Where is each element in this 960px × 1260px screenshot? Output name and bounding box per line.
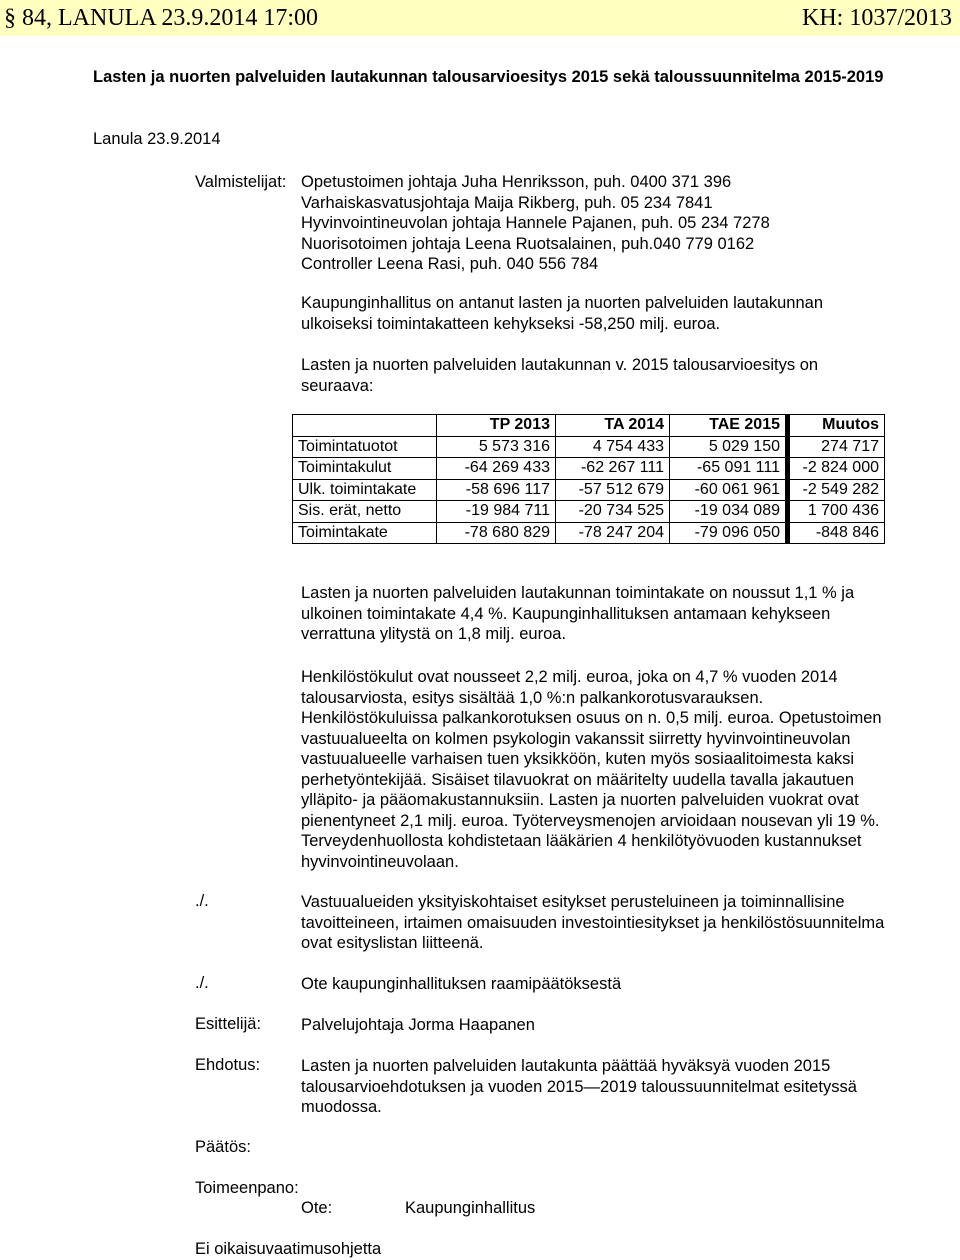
document-header xyxy=(0,0,960,36)
extract-label: Ote: xyxy=(301,1199,333,1217)
table-header-cell: TAE 2015 xyxy=(670,415,788,437)
table-header-row xyxy=(293,415,885,437)
table-cell: -2 824 000 xyxy=(788,458,885,480)
table-cell: 274 717 xyxy=(788,436,885,458)
attachment-text: Vastuualueiden yksityiskohtaiset esitykset perusteluineen ja toiminnallisine tavoitteineen, irtaimen omaisuuden investointiesitykset ja henkilöstösuunnitelma ovat esityslistan liitteenä. xyxy=(301,893,885,952)
budget-table xyxy=(292,414,885,544)
proposal-label: Ehdotus: xyxy=(195,1056,261,1074)
no-appeal-note: Ei oikaisuvaatimusohjetta xyxy=(195,1240,382,1258)
table-cell: -848 846 xyxy=(788,522,885,544)
preparer-line: Varhaiskasvatusjohtaja Maija Rikberg, puh. 05 234 7841 xyxy=(301,193,713,212)
preparers-list xyxy=(301,172,770,275)
table-row xyxy=(293,501,885,523)
table-cell: -78 680 829 xyxy=(437,522,556,544)
preparer-line: Opetustoimen johtaja Juha Henriksson, puh. 0400 371 396 xyxy=(301,173,732,191)
preparers-label: Valmistelijat: xyxy=(195,173,287,191)
table-cell: -79 096 050 xyxy=(670,522,788,544)
table-header-cell: Muutos xyxy=(788,415,885,437)
committee-budget-intro: Lasten ja nuorten palveluiden lautakunnan v. 2015 talousarvioesitys on seuraava: xyxy=(301,356,819,395)
table-cell: -19 984 711 xyxy=(437,501,556,523)
table-cell: -62 267 111 xyxy=(556,458,670,480)
proposal-value: Lasten ja nuorten palveluiden lautakunta päättää hyväksyä vuoden 2015 talousarvioehdotuksen ja vuoden 2015—2019 taloussuunnitelmat esitetyssä muodossa. xyxy=(301,1057,857,1116)
table-cell: 4 754 433 xyxy=(556,436,670,458)
preparer-line: Hyvinvointineuvolan johtaja Hannele Pajanen, puh. 05 234 7278 xyxy=(301,214,770,232)
table-row xyxy=(293,522,885,544)
row-label: Toimintakate xyxy=(293,522,437,544)
extract-value: Kaupunginhallitus xyxy=(405,1199,536,1217)
table-cell: 5 029 150 xyxy=(670,436,788,458)
implementation-label: Toimeenpano: xyxy=(195,1179,299,1197)
table-cell: 5 573 316 xyxy=(437,436,556,458)
table-cell: -60 061 961 xyxy=(670,479,788,501)
table-row xyxy=(293,436,885,458)
table-row xyxy=(293,479,885,501)
attachment-mark: ./. xyxy=(195,892,209,910)
meeting-date: Lanula 23.9.2014 xyxy=(93,130,221,148)
row-label: Toimintatuotot xyxy=(293,436,437,458)
table-cell: -78 247 204 xyxy=(556,522,670,544)
table-row xyxy=(293,458,885,480)
decision-label: Päätös: xyxy=(195,1138,251,1156)
table-cell: -57 512 679 xyxy=(556,479,670,501)
attachment-text: Ote kaupunginhallituksen raamipäätöksestä xyxy=(301,975,622,993)
table-cell: -20 734 525 xyxy=(556,501,670,523)
personnel-costs-paragraph: Henkilöstökulut ovat nousseet 2,2 milj. euroa, joka on 4,7 % vuoden 2014 talousarviosta, esitys sisältää 1,0 %:n palkankorotusvarauksen. Henkilöstökuluissa palkankorotuksen osuus on n. 0,5 milj. euroa. Opetustoimen vastuualueelta on kolmen psykologin vakanssit siirretty hyvinvointineuvolan vastuualueelle varhaisen tuen yksikköön, kuten myös sosiaalitoimesta kaksi perhetyöntekijää. Sisäiset tilavuokrat on määritelty uudella tavalla jakautuen ylläpito- ja pääomakustannuksiin. Lasten ja nuorten palveluiden vuokrat ovat pienentyneet 2,1 milj. euroa. Työterveysmenojen arvioidaan nousevan yli 19 %. Terveydenhuollosta kohdistetaan lääkärien 4 henkilötyövuoden kustannukset hyvinvointineuvolaan. xyxy=(301,668,882,871)
table-header-cell: TA 2014 xyxy=(556,415,670,437)
row-label: Sis. erät, netto xyxy=(293,501,437,523)
row-label: Toimintakulut xyxy=(293,458,437,480)
preparer-line: Nuorisotoimen johtaja Leena Ruotsalainen, puh.040 779 0162 xyxy=(301,234,755,253)
table-cell: -19 034 089 xyxy=(670,501,788,523)
table-cell: -64 269 433 xyxy=(437,458,556,480)
budget-change-paragraph: Lasten ja nuorten palveluiden lautakunnan toimintakate on noussut 1,1 % ja ulkoinen toimintakate 4,4 %. Kaupunginhallituksen antamaan kehykseen verrattuna ylitystä on 1,8 milj. euroa. xyxy=(301,584,855,643)
document-title: Lasten ja nuorten palveluiden lautakunnan talousarvioesitys 2015 sekä taloussuunnitelma 2015-2019 xyxy=(93,68,884,86)
table-cell: -58 696 117 xyxy=(437,479,556,501)
section-reference: § 84, LANULA 23.9.2014 17:00 xyxy=(4,5,318,31)
table-header-cell: TP 2013 xyxy=(437,415,556,437)
case-number: KH: 1037/2013 xyxy=(802,5,952,31)
presenter-label: Esittelijä: xyxy=(195,1015,262,1033)
table-cell: 1 700 436 xyxy=(788,501,885,523)
row-label: Ulk. toimintakate xyxy=(293,479,437,501)
presenter-value: Palvelujohtaja Jorma Haapanen xyxy=(301,1016,535,1034)
attachment-mark: ./. xyxy=(195,974,209,992)
preparer-line: Controller Leena Rasi, puh. 040 556 784 xyxy=(301,255,599,273)
table-cell: -65 091 111 xyxy=(670,458,788,480)
table-header-cell xyxy=(293,415,437,437)
table-cell: -2 549 282 xyxy=(788,479,885,501)
city-board-paragraph: Kaupunginhallitus on antanut lasten ja nuorten palveluiden lautakunnan ulkoiseksi toimintakatteen kehykseksi -58,250 milj. euroa. xyxy=(301,294,823,333)
